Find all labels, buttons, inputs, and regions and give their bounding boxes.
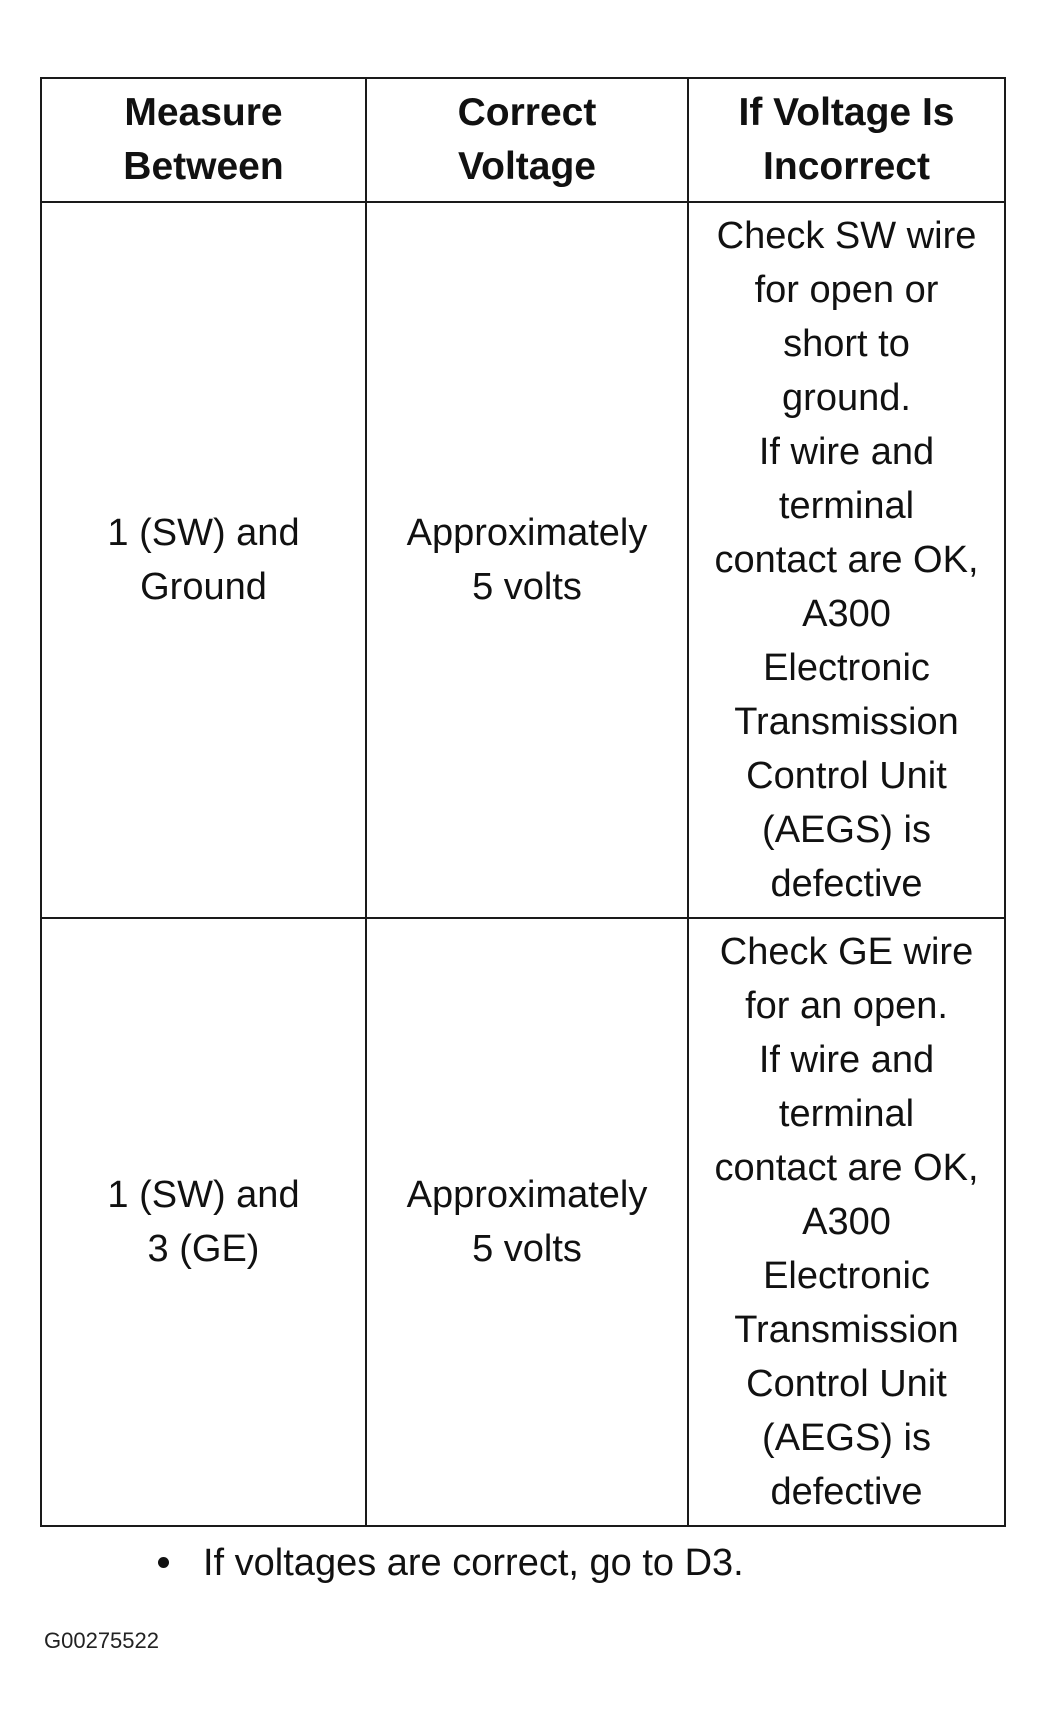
cell-text-line: Control Unit <box>746 1363 947 1405</box>
next-step-note <box>158 1536 744 1590</box>
cell-text-line: terminal <box>778 1093 915 1135</box>
cell-text-line: Check GE wire <box>719 931 974 973</box>
header-text-line: Voltage <box>458 145 596 188</box>
cell-text-line: terminal <box>778 485 915 527</box>
cell-text-line: contact are OK, <box>714 539 979 581</box>
cell-text-line: If wire and <box>758 1039 935 1081</box>
header-text-line: Incorrect <box>763 145 930 188</box>
incorrect-action-cell <box>688 918 1005 1526</box>
header-text-line: Measure <box>124 91 283 134</box>
cell-text-line: contact are OK, <box>714 1147 979 1189</box>
cell-text-line: 5 volts <box>472 566 582 608</box>
cell-text-line: Electronic <box>763 647 930 689</box>
cell-text-line: Transmission <box>734 1309 959 1351</box>
cell-text-line: Control Unit <box>746 755 947 797</box>
cell-text-line: short to <box>783 323 910 365</box>
correct-voltage-cell <box>366 918 688 1526</box>
cell-text-line: Approximately <box>406 1174 648 1216</box>
cell-text-line: defective <box>770 1471 923 1513</box>
cell-text-line: 1 (SW) and <box>107 512 300 554</box>
cell-text-line: Electronic <box>763 1255 930 1297</box>
cell-text-line: 3 (GE) <box>147 1228 260 1270</box>
next-step-note-text: If voltages are correct, go to D3. <box>203 1542 744 1584</box>
measure-between-cell <box>41 918 366 1526</box>
header-text-line: Correct <box>457 91 597 134</box>
header-text-line: If Voltage Is <box>738 91 955 134</box>
measure-between-cell <box>41 202 366 918</box>
cell-text-line: Ground <box>140 566 267 608</box>
figure-id: G00275522 <box>44 1628 159 1653</box>
header-measure-between <box>41 78 366 202</box>
bullet-icon <box>158 1557 169 1568</box>
table-row <box>41 918 1005 1526</box>
cell-text-line: If wire and <box>758 431 935 473</box>
cell-text-line: 5 volts <box>472 1228 582 1270</box>
cell-text-line: for open or <box>754 269 939 311</box>
cell-text-line: defective <box>770 863 923 905</box>
cell-text-line: 1 (SW) and <box>107 1174 300 1216</box>
cell-text-line: Transmission <box>734 701 959 743</box>
voltage-test-table <box>40 77 1006 1527</box>
cell-text-line: Check SW wire <box>716 215 977 257</box>
cell-text-line: A300 <box>802 593 891 635</box>
cell-text-line: for an open. <box>745 985 948 1027</box>
correct-voltage-cell <box>366 202 688 918</box>
header-text-line: Between <box>123 145 284 188</box>
table-row <box>41 202 1005 918</box>
table-header-row <box>41 78 1005 202</box>
cell-text-line: (AEGS) is <box>762 809 931 851</box>
header-correct-voltage <box>366 78 688 202</box>
cell-text-line: Approximately <box>406 512 648 554</box>
incorrect-action-cell <box>688 202 1005 918</box>
header-if-voltage-incorrect <box>688 78 1005 202</box>
cell-text-line: ground. <box>782 377 911 419</box>
cell-text-line: (AEGS) is <box>762 1417 931 1459</box>
cell-text-line: A300 <box>802 1201 891 1243</box>
